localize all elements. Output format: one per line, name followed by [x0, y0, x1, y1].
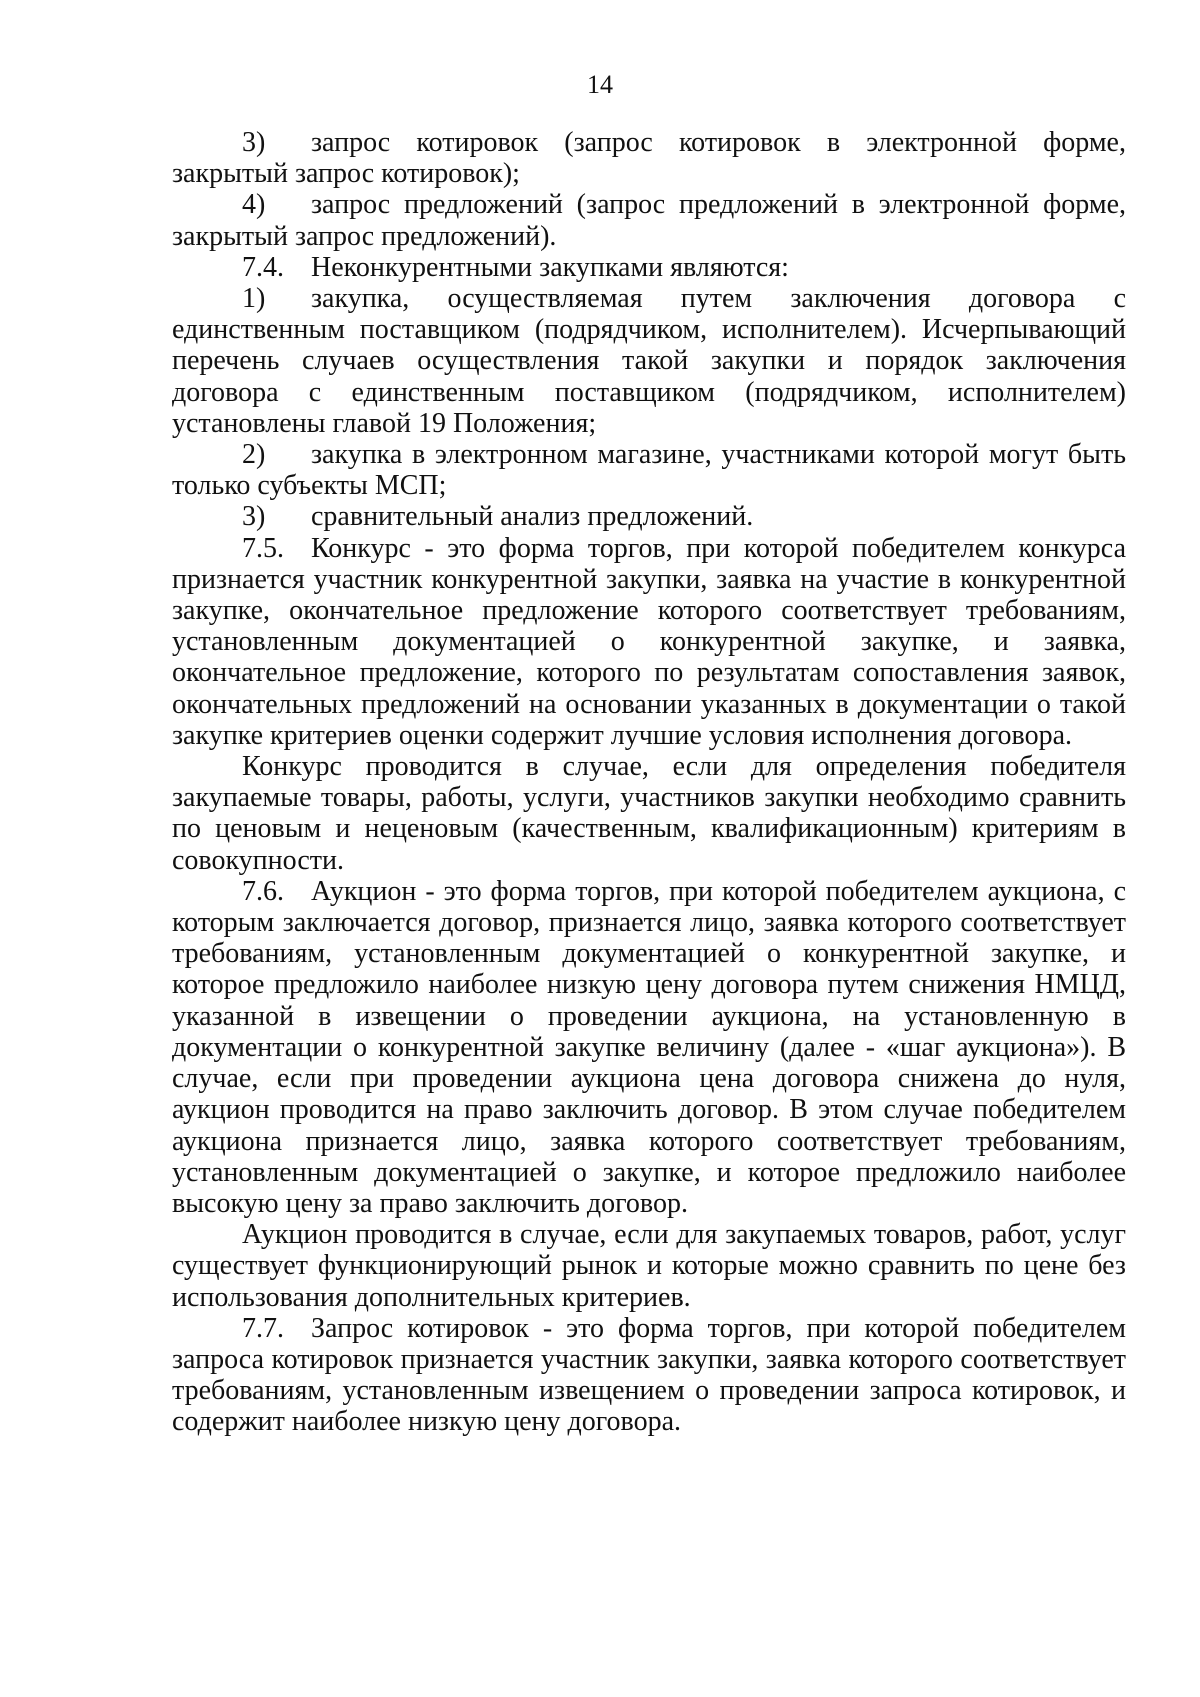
item-number: 4)	[242, 189, 266, 221]
item-number: 1)	[242, 283, 266, 315]
paragraph-auction-conditions	[172, 1219, 1126, 1313]
clause-text: Запрос котировок - это форма торгов, при которой победителем запроса котировок признается участник закупки, заявка которого соответствует требованиям, установленным извещением о проведении запроса котировок, и содержит наиболее низкую цену договора.	[172, 1312, 1126, 1438]
list-item-2-e-shop	[172, 439, 1126, 501]
item-text: запрос предложений (запрос предложений в электронной форме, закрытый запрос предложений).	[172, 189, 1126, 252]
paragraph-contest-conditions	[172, 751, 1126, 876]
list-item-4-proposal-request	[172, 189, 1126, 251]
list-item-3-comparative-analysis	[172, 501, 1126, 532]
clause-text: Неконкурентными закупками являются:	[311, 251, 789, 283]
item-number: 3)	[242, 127, 266, 158]
list-item-1-single-supplier	[172, 283, 1126, 439]
item-text: запрос котировок (запрос котировок в электронной форме, закрытый запрос котировок);	[172, 127, 1126, 190]
page-number: 14	[587, 70, 613, 99]
item-text: закупка, осуществляемая путем заключения договора с единственным поставщиком (подрядчиком, исполнителем). Исчерпывающий перечень случаев осуществления такой закупки и порядок заключения договора с единственным поставщиком (подрядчиком, исполнителем) установлены главой 19 Положения;	[172, 283, 1126, 439]
clause-7-7	[172, 1313, 1126, 1438]
clause-7-5	[172, 533, 1126, 751]
clause-7-4	[172, 252, 1126, 283]
clause-text: Аукцион - это форма торгов, при которой победителем аукциона, с которым заключается договор, признается лицо, заявка которого соответствует требованиям, установленным документацией о конкурентной закупке, и которое предложило наиболее низкую цену договора путем снижения НМЦД, указанной в извещении о проведении аукциона, на установленную в документации о конкурентной закупке величину (далее - «шаг аукциона»). В случае, если при проведении аукциона цена договора снижена до нуля, аукцион проводится на право заключить договор. В этом случае победителем аукциона признается лицо, заявка которого соответствует требованиям, установленным документацией о закупке, и которое предложило наиболее высокую цену за право заключить договор.	[172, 875, 1126, 1219]
paragraph-text: Аукцион проводится в случае, если для закупаемых товаров, работ, услуг существует функционирующий рынок и которые можно сравнить по цене без использования дополнительных критериев.	[172, 1219, 1126, 1313]
clause-number: 7.6.	[242, 875, 284, 907]
item-text: закупка в электронном магазине, участниками которой могут быть только субъекты МСП;	[172, 439, 1126, 502]
item-text: сравнительный анализ предложений.	[311, 501, 754, 533]
clause-text: Конкурс - это форма торгов, при которой победителем конкурса признается участник конкурентной закупки, заявка на участие в конкурентной закупке, окончательное предложение которого соответствует требованиям, установленным документацией о конкурентной закупке, и заявка, окончательное предложение, которого по результатам сопоставления заявок, окончательных предложений на основании указанных в документации о такой закупке критериев оценки содержит лучшие условия исполнения договора.	[172, 532, 1126, 751]
list-item-3-quotation-request	[172, 127, 1126, 189]
clause-number: 7.4.	[242, 251, 284, 283]
clause-7-6	[172, 876, 1126, 1219]
clause-number: 7.7.	[242, 1312, 284, 1344]
item-number: 3)	[242, 501, 266, 533]
paragraph-text: Конкурс проводится в случае, если для определения победителя закупаемые товары, работы, услуги, участников закупки необходимо сравнить по ценовым и неценовым (качественным, квалификационным) критериям в совокупности.	[172, 751, 1126, 876]
document-body	[172, 127, 1126, 1438]
item-number: 2)	[242, 439, 266, 471]
clause-number: 7.5.	[242, 532, 284, 564]
